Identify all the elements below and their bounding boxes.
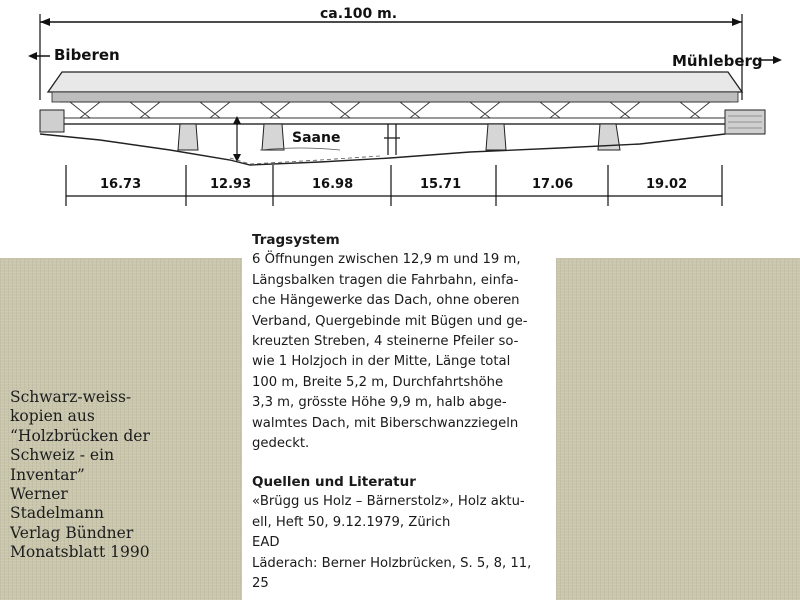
- span-label-1: 16.73: [100, 177, 142, 192]
- tragsystem-line: 3,3 m, grösste Höhe 9,9 m, halb abge-: [252, 395, 507, 411]
- caption-line: “Holzbrücken der: [10, 426, 150, 445]
- total-length-label: ca.100 m.: [320, 6, 398, 22]
- paper-background-right: [556, 258, 800, 600]
- tragsystem-line: che Hängewerke das Dach, ohne oberen: [252, 293, 520, 309]
- right-bank-label: Mühleberg: [672, 52, 763, 70]
- quellen-section: [252, 472, 552, 594]
- quellen-line: 25: [252, 575, 269, 591]
- river-bed: [40, 134, 725, 165]
- caption-line: Inventar”: [10, 465, 85, 484]
- span-label-4: 15.71: [420, 177, 462, 192]
- span-label-5: 17.06: [532, 177, 574, 192]
- caption-line: Schwarz-weiss-: [10, 388, 132, 406]
- tragsystem-line: 6 Öffnungen zwischen 12,9 m und 19 m,: [252, 252, 521, 268]
- quellen-heading: Quellen und Literatur: [252, 474, 416, 490]
- caption-line: Werner: [10, 485, 68, 504]
- timber-yoke: [384, 124, 400, 155]
- bridge-roof: [48, 72, 742, 92]
- tragsystem-line: kreuzten Streben, 4 steinerne Pfeiler so-: [252, 333, 519, 349]
- truss-structure: [60, 102, 730, 124]
- source-caption: [10, 388, 238, 563]
- quellen-line: ell, Heft 50, 9.12.1979, Zürich: [252, 514, 451, 530]
- caption-line: Verlag Bündner: [10, 523, 134, 542]
- tragsystem-line: Verband, Quergebinde mit Bügen und ge-: [252, 313, 528, 329]
- tragsystem-heading: Tragsystem: [252, 232, 340, 248]
- tragsystem-line: gedeckt.: [252, 435, 310, 451]
- quellen-line: «Brügg us Holz – Bärnerstolz», Holz aktu-: [252, 494, 525, 510]
- caption-line: kopien aus: [10, 407, 95, 426]
- bridge-elevation-drawing: [0, 0, 800, 258]
- caption-line: Stadelmann: [10, 504, 105, 523]
- left-bank-label: Biberen: [54, 46, 120, 64]
- quellen-line: Läderach: Berner Holzbrücken, S. 5, 8, 11,: [252, 555, 532, 571]
- bridge-drawing-svg: [0, 0, 800, 258]
- span-label-6: 19.02: [646, 177, 688, 192]
- river-label: Saane: [292, 130, 341, 146]
- quellen-line: EAD: [252, 535, 280, 551]
- bridge-piers: [178, 124, 620, 150]
- caption-line: Monatsblatt 1990: [10, 543, 150, 562]
- span-label-2: 12.93: [210, 177, 252, 192]
- span-label-3: 16.98: [312, 177, 354, 192]
- tragsystem-section: [252, 230, 552, 454]
- tragsystem-line: wie 1 Holzjoch in der Mitte, Länge total: [252, 354, 511, 370]
- tragsystem-line: Längsbalken tragen die Fahrbahn, einfa-: [252, 272, 519, 288]
- caption-line: Schweiz - ein: [10, 446, 115, 465]
- tragsystem-line: walmtes Dach, mit Biberschwanzziegeln: [252, 415, 519, 431]
- tragsystem-line: 100 m, Breite 5,2 m, Durchfahrtshöhe: [252, 374, 504, 390]
